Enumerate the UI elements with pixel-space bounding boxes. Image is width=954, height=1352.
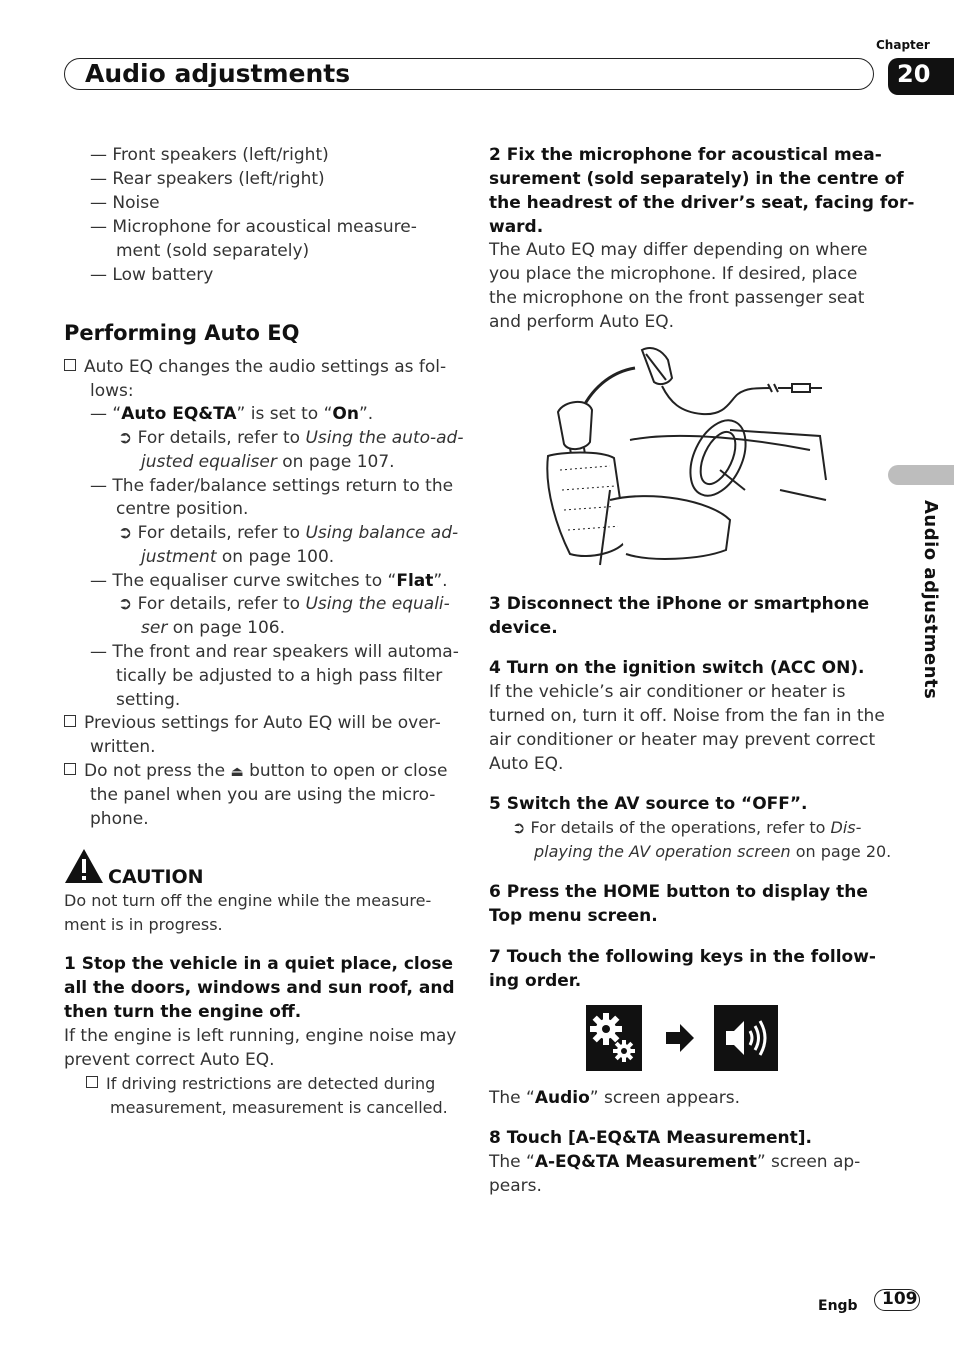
caution-title: CAUTION — [108, 866, 204, 888]
list-item: — The equaliser curve switches to “Flat”. — [90, 571, 448, 591]
list-item: setting. — [116, 690, 181, 710]
reference-line: ➲ For details, refer to Using the equali- — [118, 594, 450, 614]
note-line: measurement, measurement is cancelled. — [110, 1098, 448, 1117]
note-line: If driving restrictions are detected during — [86, 1072, 435, 1096]
arrow-right-icon — [664, 1022, 696, 1054]
list-item: — Front speakers (left/right) — [90, 145, 329, 165]
list-item: — Rear speakers (left/right) — [90, 169, 325, 189]
arrow-ref-icon: ➲ — [118, 523, 138, 543]
step-heading: device. — [489, 618, 558, 638]
list-item: — Low battery — [90, 265, 214, 285]
reference-line: ➲ For details, refer to Using the auto-ad- — [118, 428, 464, 448]
step-body: turned on, turn it off. Noise from the fan in the — [489, 706, 885, 726]
step-heading: 2 Fix the microphone for acoustical mea- — [489, 145, 882, 165]
note-line: Do not press the ⏏ button to open or close — [64, 759, 447, 784]
caution-text: ment is in progress. — [64, 915, 223, 934]
step-body: air conditioner or heater may prevent correct — [489, 730, 876, 750]
microphone-placement-illustration — [530, 340, 830, 575]
step-heading: the headrest of the driver’s seat, facing for- — [489, 193, 915, 213]
eject-icon: ⏏ — [230, 764, 244, 780]
step-body: you place the microphone. If desired, place — [489, 264, 858, 284]
note-line: lows: — [90, 381, 134, 401]
page-number: 109 — [882, 1289, 918, 1309]
step-heading: ward. — [489, 217, 544, 237]
step-body: The “A-EQ&TA Measurement” screen ap- — [489, 1152, 861, 1172]
chapter-label: Chapter — [876, 38, 930, 52]
settings-gear-icon[interactable] — [586, 1005, 642, 1071]
reference-line: justed equaliser on page 107. — [141, 452, 395, 472]
section-title: Performing Auto EQ — [64, 321, 300, 345]
note-line: Auto EQ changes the audio settings as fol- — [64, 355, 446, 379]
step-heading: then turn the engine off. — [64, 1002, 302, 1022]
checkbox-bullet-icon — [64, 715, 76, 727]
list-item: centre position. — [116, 499, 249, 519]
step-heading: surement (sold separately) in the centre of — [489, 169, 904, 189]
note-line: written. — [90, 737, 156, 757]
list-item: — Noise — [90, 193, 160, 213]
page-title: Audio adjustments — [85, 59, 351, 88]
list-item: — The fader/balance settings return to the — [90, 476, 454, 496]
list-item: — Microphone for acoustical measure- — [90, 217, 417, 237]
checkbox-bullet-icon — [64, 359, 76, 371]
checkbox-bullet-icon — [64, 763, 76, 775]
reference-line: ser on page 106. — [141, 618, 286, 638]
step-heading: 6 Press the HOME button to display the — [489, 882, 868, 902]
list-item: — The front and rear speakers will automa- — [90, 642, 459, 662]
step-heading: all the doors, windows and sun roof, and — [64, 978, 455, 998]
step-body: If the engine is left running, engine noise may — [64, 1026, 457, 1046]
list-item: — “Auto EQ&TA” is set to “On”. — [90, 404, 374, 424]
arrow-ref-icon: ➲ — [118, 428, 138, 448]
step-heading: Top menu screen. — [489, 906, 658, 926]
caution-text: Do not turn off the engine while the measure- — [64, 891, 432, 910]
language-code: Engb — [818, 1298, 858, 1314]
step-heading: 8 Touch [A-EQ&TA Measurement]. — [489, 1128, 812, 1148]
step-heading: 1 Stop the vehicle in a quiet place, close — [64, 954, 454, 974]
step-heading: 4 Turn on the ignition switch (ACC ON). — [489, 658, 865, 678]
step-body: Auto EQ. — [489, 754, 564, 774]
step-heading: 7 Touch the following keys in the follow- — [489, 947, 876, 967]
side-label: Audio adjustments — [920, 500, 941, 700]
reference-line: ➲ For details of the operations, refer to Dis- — [512, 818, 862, 837]
reference-line: playing the AV operation screen on page 20. — [534, 842, 892, 861]
list-item: ment (sold separately) — [116, 241, 310, 261]
step-body: If the vehicle’s air conditioner or heater is — [489, 682, 846, 702]
checkbox-bullet-icon — [86, 1076, 98, 1088]
step-heading: 3 Disconnect the iPhone or smartphone — [489, 594, 870, 614]
arrow-ref-icon: ➲ — [118, 594, 138, 614]
step-body: The “Audio” screen appears. — [489, 1088, 741, 1108]
side-tab — [888, 465, 954, 485]
list-item: tically be adjusted to a high pass filter — [116, 666, 443, 686]
chapter-number: 20 — [897, 60, 931, 88]
step-body: The Auto EQ may differ depending on where — [489, 240, 868, 260]
step-body: the microphone on the front passenger seat — [489, 288, 865, 308]
reference-line: justment on page 100. — [141, 547, 335, 567]
note-line: Previous settings for Auto EQ will be over- — [64, 711, 441, 735]
note-line: phone. — [90, 809, 149, 829]
step-heading: ing order. — [489, 971, 582, 991]
step-body: pears. — [489, 1176, 542, 1196]
arrow-ref-icon: ➲ — [512, 818, 531, 837]
step-body: prevent correct Auto EQ. — [64, 1050, 275, 1070]
speaker-audio-icon[interactable] — [714, 1005, 778, 1071]
reference-line: ➲ For details, refer to Using balance ad- — [118, 523, 459, 543]
step-heading: 5 Switch the AV source to “OFF”. — [489, 794, 808, 814]
warning-icon — [64, 848, 104, 884]
note-line: the panel when you are using the micro- — [90, 785, 436, 805]
step-body: and perform Auto EQ. — [489, 312, 675, 332]
